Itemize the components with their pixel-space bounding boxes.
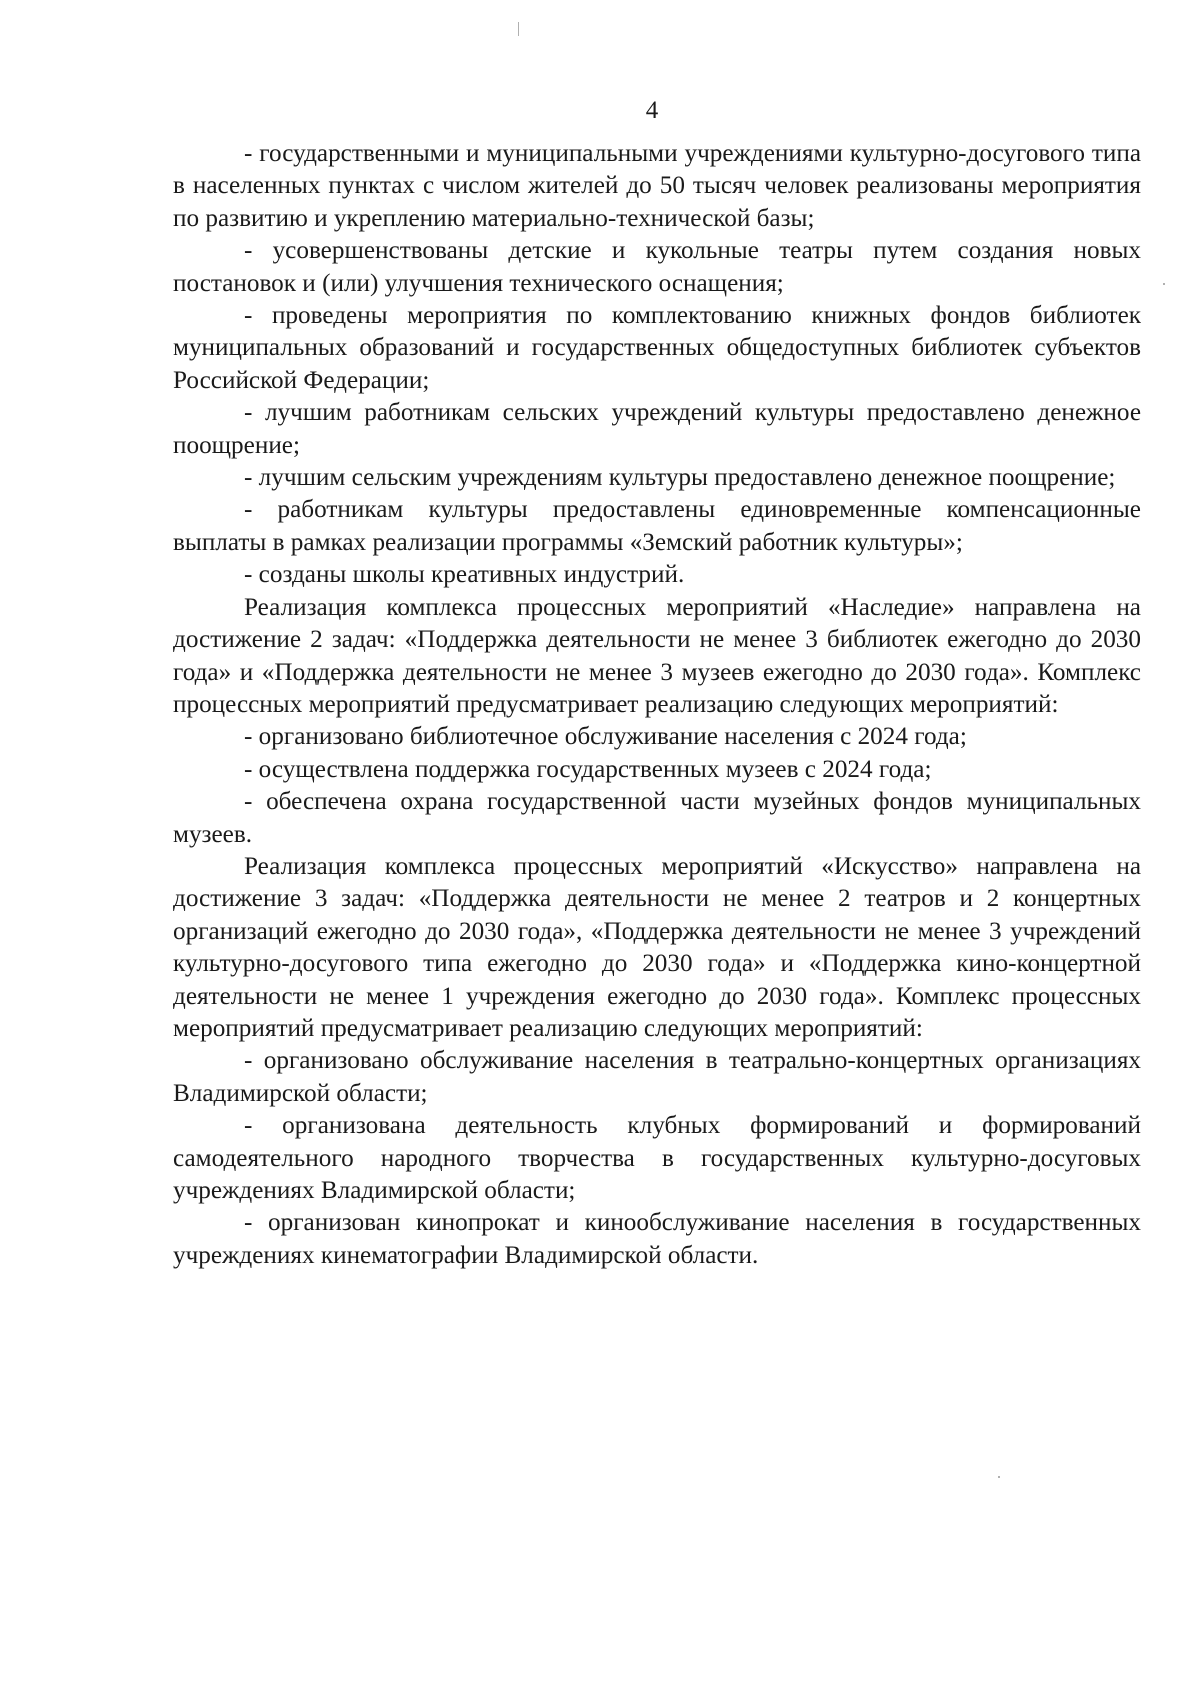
paragraph: - государственными и муниципальными учреждениями культурно-досугового типа в населенных пунктах с числом жителей до 50 тысяч человек реализованы мероприятия по развитию и укреплению материально-технической базы;	[173, 140, 1141, 232]
paragraph: - организовано обслуживание населения в театрально-концертных организациях Владимирской области;	[173, 1047, 1141, 1107]
paragraph: - работникам культуры предоставлены единовременные компенсационные выплаты в рамках реализации программы «Земский работник культуры»;	[173, 496, 1141, 556]
paragraph: - лучшим сельским учреждениям культуры предоставлено денежное поощрение;	[244, 464, 1116, 492]
page-number: 4	[645, 97, 659, 124]
paragraph: - усовершенствованы детские и кукольные театры путем создания новых постановок и (или) улучшения технического оснащения;	[173, 237, 1141, 297]
paragraph: - организована деятельность клубных формирований и формирований самодеятельного народного творчества в государственных культурно-досуговых учреждениях Владимирской области;	[173, 1112, 1141, 1204]
scan-speck	[1163, 283, 1165, 285]
paragraph: Реализация комплекса процессных мероприятий «Наследие» направлена на достижение 2 задач: «Поддержка деятельности не менее 3 библиотек ежегодно до 2030 года» и «Поддержка деятельности не менее 3 музеев ежегодно до 2030 года». Комплекс процессных мероприятий предусматривает реализацию следующих мероприятий:	[173, 593, 1141, 718]
paragraph: Реализация комплекса процессных мероприятий «Искусство» направлена на достижение 3 задач: «Поддержка деятельности не менее 2 театров и 2 концертных организаций ежегодно до 2030 года», «Поддержка деятельности не менее 3 учреждений культурно-досугового типа ежегодно до 2030 года» и «Поддержка кино-концертной деятельности не менее 1 учреждения ежегодно до 2030 года». Комплекс процессных мероприятий предусматривает реализацию следующих мероприятий:	[173, 852, 1141, 1042]
document-body	[173, 138, 1141, 1272]
paragraph: - проведены мероприятия по комплектованию книжных фондов библиотек муниципальных образований и государственных общедоступных библиотек субъектов Российской Федерации;	[173, 302, 1141, 394]
paragraph: - обеспечена охрана государственной части музейных фондов муниципальных музеев.	[173, 788, 1141, 848]
scan-speck	[518, 22, 519, 36]
paragraph: - организовано библиотечное обслуживание населения с 2024 года;	[244, 723, 967, 751]
paragraph: - созданы школы креативных индустрий.	[244, 561, 685, 589]
paragraph: - лучшим работникам сельских учреждений культуры предоставлено денежное поощрение;	[173, 399, 1141, 459]
paragraph: - осуществлена поддержка государственных музеев с 2024 года;	[244, 755, 932, 783]
scan-speck	[998, 1476, 1000, 1478]
paragraph: - организован кинопрокат и кинообслуживание населения в государственных учреждениях кинематографии Владимирской области.	[173, 1209, 1141, 1269]
